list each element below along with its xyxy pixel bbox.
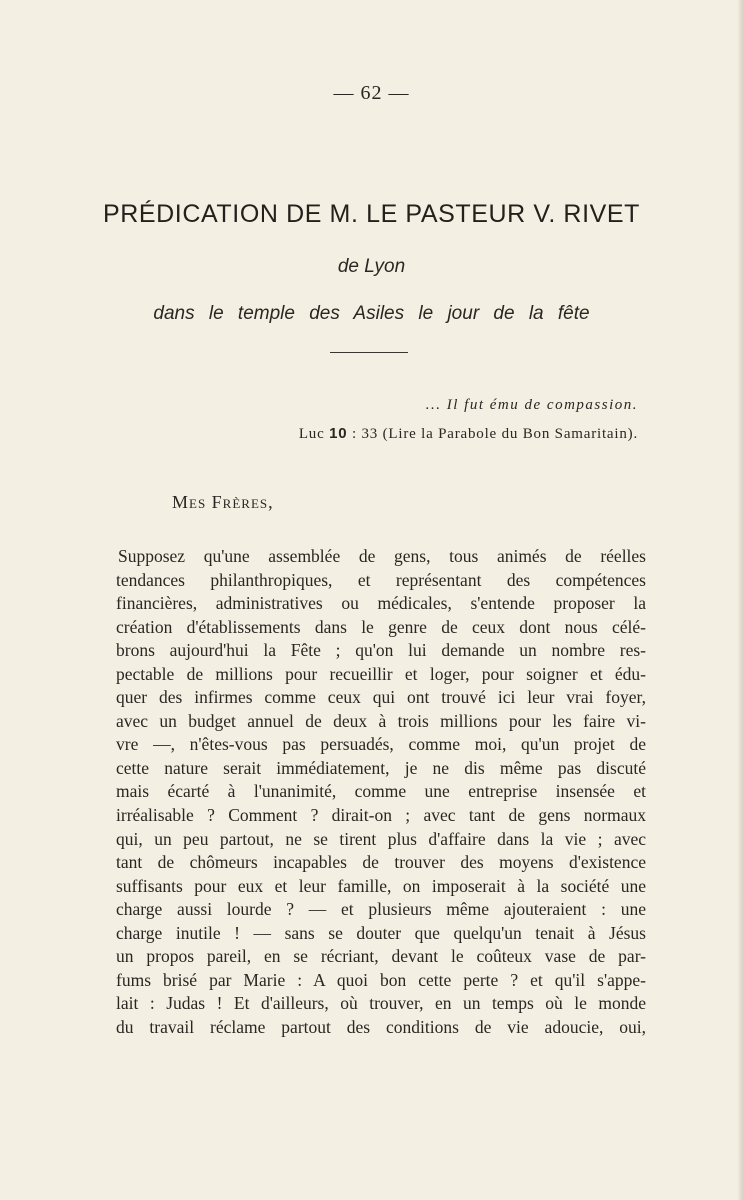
body-line: irréalisable ? Comment ? dirait-on ; avec tant de gens normaux	[116, 805, 646, 826]
body-line: charge aussi lourde ? — et plusieurs même ajouteraient : une	[116, 899, 646, 920]
body-line: mais écarté à l'unanimité, comme une entreprise insensée et	[116, 781, 646, 802]
body-line: tant de chômeurs incapables de trouver des moyens d'existence	[116, 852, 646, 873]
epigraph-quote: ... Il fut ému de compassion.	[425, 397, 638, 413]
body-line: un propos pareil, en se récriant, devant le coûteux vase de par-	[116, 946, 646, 967]
body-line: lait : Judas ! Et d'ailleurs, où trouver, en un temps où le monde	[116, 993, 646, 1014]
body-line: fums brisé par Marie : A quoi bon cette perte ? et qu'il s'appe-	[116, 969, 646, 990]
body-line: du travail réclame partout des conditions de vie adoucie, oui,	[116, 1016, 646, 1037]
body-line: Supposez qu'une assemblée de gens, tous animés de réelles	[118, 546, 646, 566]
salutation: Mes Frères,	[172, 492, 274, 512]
epigraph-reference	[299, 425, 638, 443]
body-line: création d'établissements dans le genre de ceux dont nous célé-	[116, 616, 646, 637]
body-line: suffisants pour eux et leur famille, on imposerait à la société une	[116, 875, 646, 896]
epigraph-verse: : 33 (Lire la Parabole du Bon Samaritain).	[351, 426, 638, 442]
body-line: financières, administratives ou médicales, s'entende proposer la	[116, 593, 646, 614]
body-line: brons aujourd'hui la Fête ; qu'on lui demande un nombre res-	[116, 640, 646, 661]
epigraph-book: Luc	[298, 426, 325, 442]
body-text	[116, 545, 646, 1039]
page-edge-shadow	[737, 0, 743, 1200]
body-line: vre —, n'êtes-vous pas persuadés, comme moi, qu'un projet de	[116, 734, 646, 755]
sermon-title: PRÉDICATION DE M. LE PASTEUR V. RIVET	[102, 200, 641, 228]
epigraph-chapter: 10	[329, 425, 348, 442]
divider-rule	[330, 352, 408, 353]
body-line: qui, un peu partout, ne se tirent plus d'affaire dans la vie ; avec	[116, 828, 646, 849]
body-line: avec un budget annuel de deux à trois millions pour les faire vi-	[116, 710, 646, 731]
page-number: — 62 —	[333, 82, 410, 104]
body-line: tendances philanthropiques, et représentant des compétences	[116, 569, 646, 590]
body-line: quer des infirmes comme ceux qui ont trouvé ici leur vrai foyer,	[116, 687, 646, 708]
body-line: pectable de millions pour recueillir et loger, pour soigner et édu-	[116, 663, 646, 684]
body-line: cette nature serait immédiatement, je ne dis même pas discuté	[116, 757, 646, 778]
subtitle-city: de Lyon	[337, 256, 406, 277]
body-line: charge inutile ! — sans se douter que quelqu'un tenait à Jésus	[116, 922, 646, 943]
subtitle-occasion: dans le temple des Asiles le jour de la fête	[153, 303, 590, 324]
